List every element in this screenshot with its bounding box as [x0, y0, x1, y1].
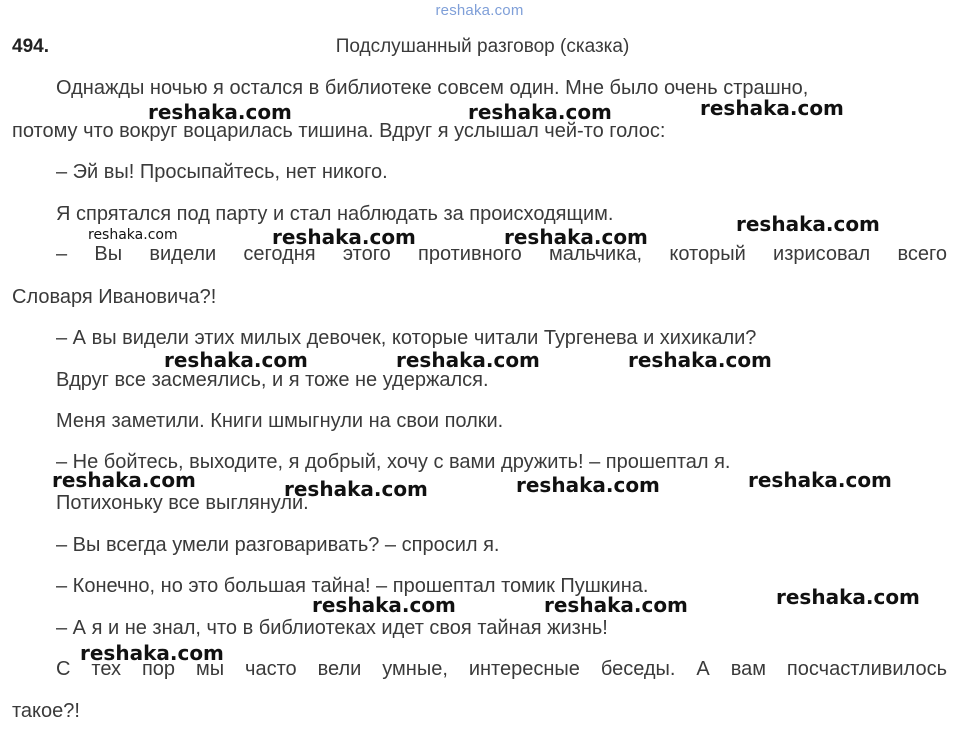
text-line: – Конечно, но это большая тайна! – прошептал томик Пушкина.	[56, 575, 649, 597]
watermark: reshaka.com	[736, 212, 880, 236]
site-header-link[interactable]: reshaka.com	[435, 2, 524, 19]
watermark: reshaka.com	[396, 348, 540, 372]
text-line: Меня заметили. Книги шмыгнули на свои полки.	[56, 410, 504, 432]
watermark: reshaka.com	[748, 468, 892, 492]
text-line: Я спрятался под парту и стал наблюдать за происходящим.	[56, 203, 614, 225]
text-line: – Вы видели сегодня этого противного мальчика, который изрисовал всего	[56, 243, 947, 265]
text-line: – А вы видели этих милых девочек, которые читали Тургенева и хихикали?	[56, 327, 757, 349]
watermark: reshaka.com	[504, 225, 648, 249]
text-line: потому что вокруг воцарилась тишина. Вдруг я услышал чей-то голос:	[12, 120, 666, 142]
text-line: Вдруг все засмеялись, и я тоже не удержался.	[56, 369, 489, 391]
text-line: Потихоньку все выглянули.	[56, 492, 309, 514]
text-line: – А я и не знал, что в библиотеках идет своя тайная жизнь!	[56, 617, 608, 639]
watermark: reshaka.com	[88, 227, 178, 243]
watermark: reshaka.com	[468, 100, 612, 124]
watermark: reshaka.com	[164, 348, 308, 372]
watermark: reshaka.com	[544, 593, 688, 617]
watermark: reshaka.com	[272, 225, 416, 249]
text-line: – Вы всегда умели разговаривать? – спросил я.	[56, 534, 500, 556]
text-line: С тех пор мы часто вели умные, интересные беседы. А вам посчастливилось	[56, 658, 947, 680]
watermark: reshaka.com	[52, 468, 196, 492]
text-line: Словаря Ивановича?!	[12, 286, 217, 308]
watermark: reshaka.com	[700, 96, 844, 120]
text-line: такое?!	[12, 700, 80, 722]
watermark: reshaka.com	[312, 593, 456, 617]
exercise-number: 494.	[12, 36, 49, 57]
text-line: Однажды ночью я остался в библиотеке совсем один. Мне было очень страшно,	[56, 77, 809, 99]
text-line: – Не бойтесь, выходите, я добрый, хочу с вами дружить! – прошептал я.	[56, 451, 731, 473]
watermark: reshaka.com	[776, 585, 920, 609]
text-line: – Эй вы! Просыпайтесь, нет никого.	[56, 161, 388, 183]
watermark: reshaka.com	[516, 473, 660, 497]
watermark: reshaka.com	[80, 641, 224, 665]
watermark: reshaka.com	[284, 477, 428, 501]
watermark: reshaka.com	[148, 100, 292, 124]
exercise-title: Подслушанный разговор (сказка)	[335, 36, 630, 57]
watermark: reshaka.com	[628, 348, 772, 372]
